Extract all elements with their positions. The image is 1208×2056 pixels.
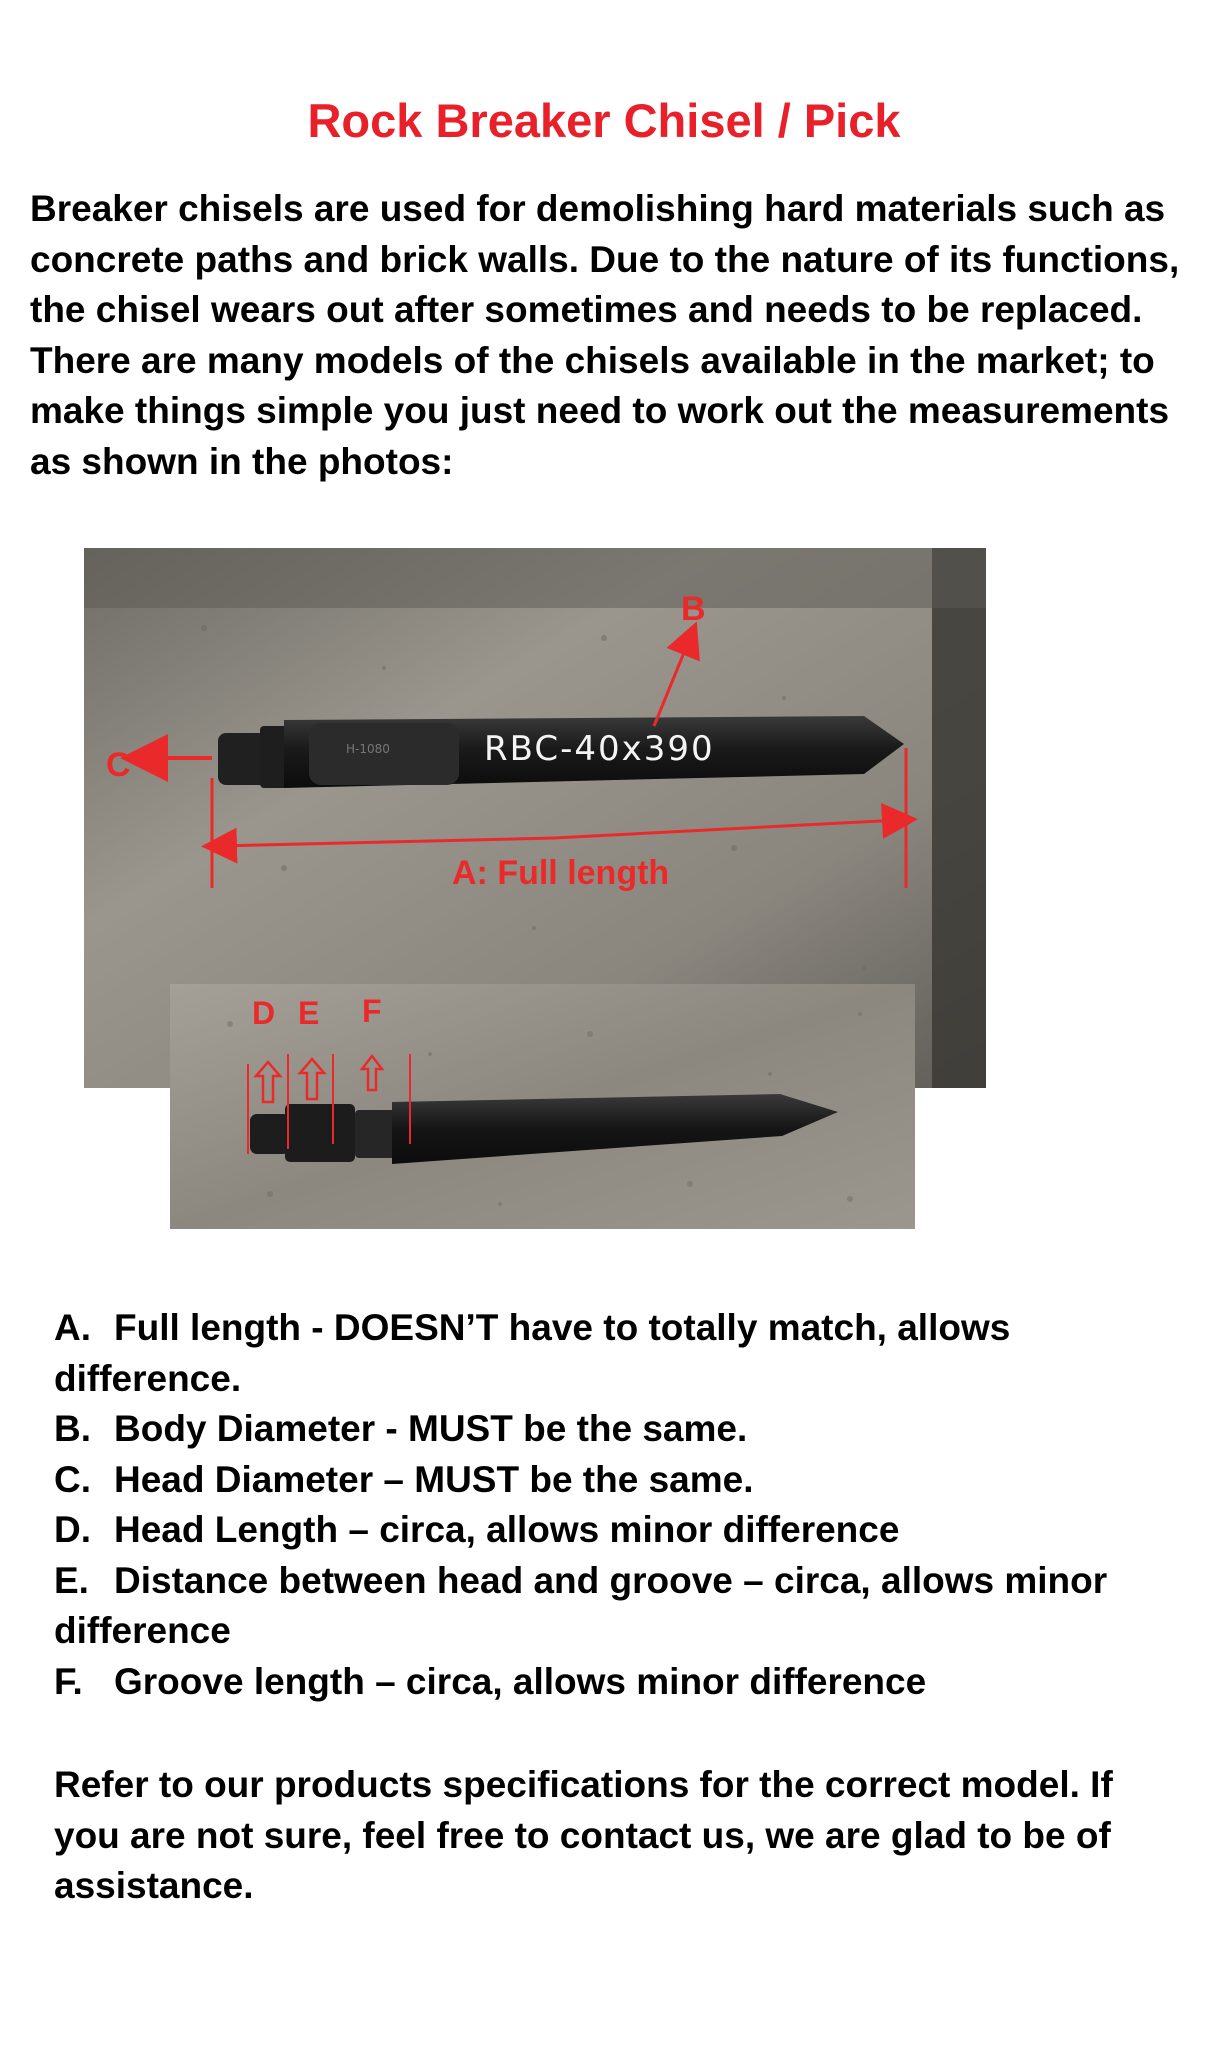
closing-paragraph: Refer to our products specifications for the correct model. If you are not sure, feel free to contact us, we are glad to be of assistance. xyxy=(54,1764,1113,1906)
list-text: Groove length – circa, allows minor difference xyxy=(114,1660,927,1702)
intro-paragraph: Breaker chisels are used for demolishing hard materials such as concrete paths and brick walls. Due to the nature of its functions, the chisel wears out after sometimes and needs to be replaced. There are many models of the chisels available in the market; to make things simple you just need to work out the measurements as shown in the photos: xyxy=(30,188,1180,482)
label-c: C xyxy=(106,746,131,784)
chisel-collar xyxy=(285,1104,355,1162)
dark-top-edge xyxy=(84,548,986,608)
chisel-groove xyxy=(355,1110,395,1158)
list-item xyxy=(54,1657,1174,1708)
list-text: Head Length – circa, allows minor difference xyxy=(114,1509,900,1550)
list-item xyxy=(54,1404,1174,1455)
label-b: B xyxy=(681,590,706,628)
list-item xyxy=(54,1455,1174,1506)
label-d: D xyxy=(252,995,276,1031)
list-item xyxy=(54,1556,1174,1657)
list-letter: C. xyxy=(54,1458,91,1500)
chisel-photo-head-detail xyxy=(170,984,915,1229)
label-a: A: Full length xyxy=(452,854,670,892)
dark-corner xyxy=(932,548,986,1088)
page-title: Rock Breaker Chisel / Pick xyxy=(307,94,901,148)
list-text: Full length - DOESN’T have to totally match, allows difference. xyxy=(54,1307,1011,1399)
chisel-marking-text: RBC-40x390 xyxy=(484,729,715,769)
list-item xyxy=(54,1303,1174,1404)
list-letter: A. xyxy=(54,1307,91,1348)
list-item xyxy=(54,1505,1174,1556)
chisel-stamp: H-1080 xyxy=(346,742,390,756)
list-letter: F. xyxy=(54,1660,83,1702)
chisel-head xyxy=(250,1114,290,1154)
list-letter: D. xyxy=(54,1509,91,1550)
label-f: F xyxy=(362,993,382,1029)
measurement-list xyxy=(54,1303,1174,1707)
list-text: Body Diameter - MUST be the same. xyxy=(114,1408,748,1449)
list-text: Distance between head and groove – circa, allows minor difference xyxy=(54,1559,1108,1651)
list-letter: B. xyxy=(54,1408,91,1449)
list-letter: E. xyxy=(54,1559,89,1601)
label-e: E xyxy=(298,995,320,1031)
list-text: Head Diameter – MUST be the same. xyxy=(114,1458,754,1500)
chisel-collar xyxy=(260,726,288,788)
